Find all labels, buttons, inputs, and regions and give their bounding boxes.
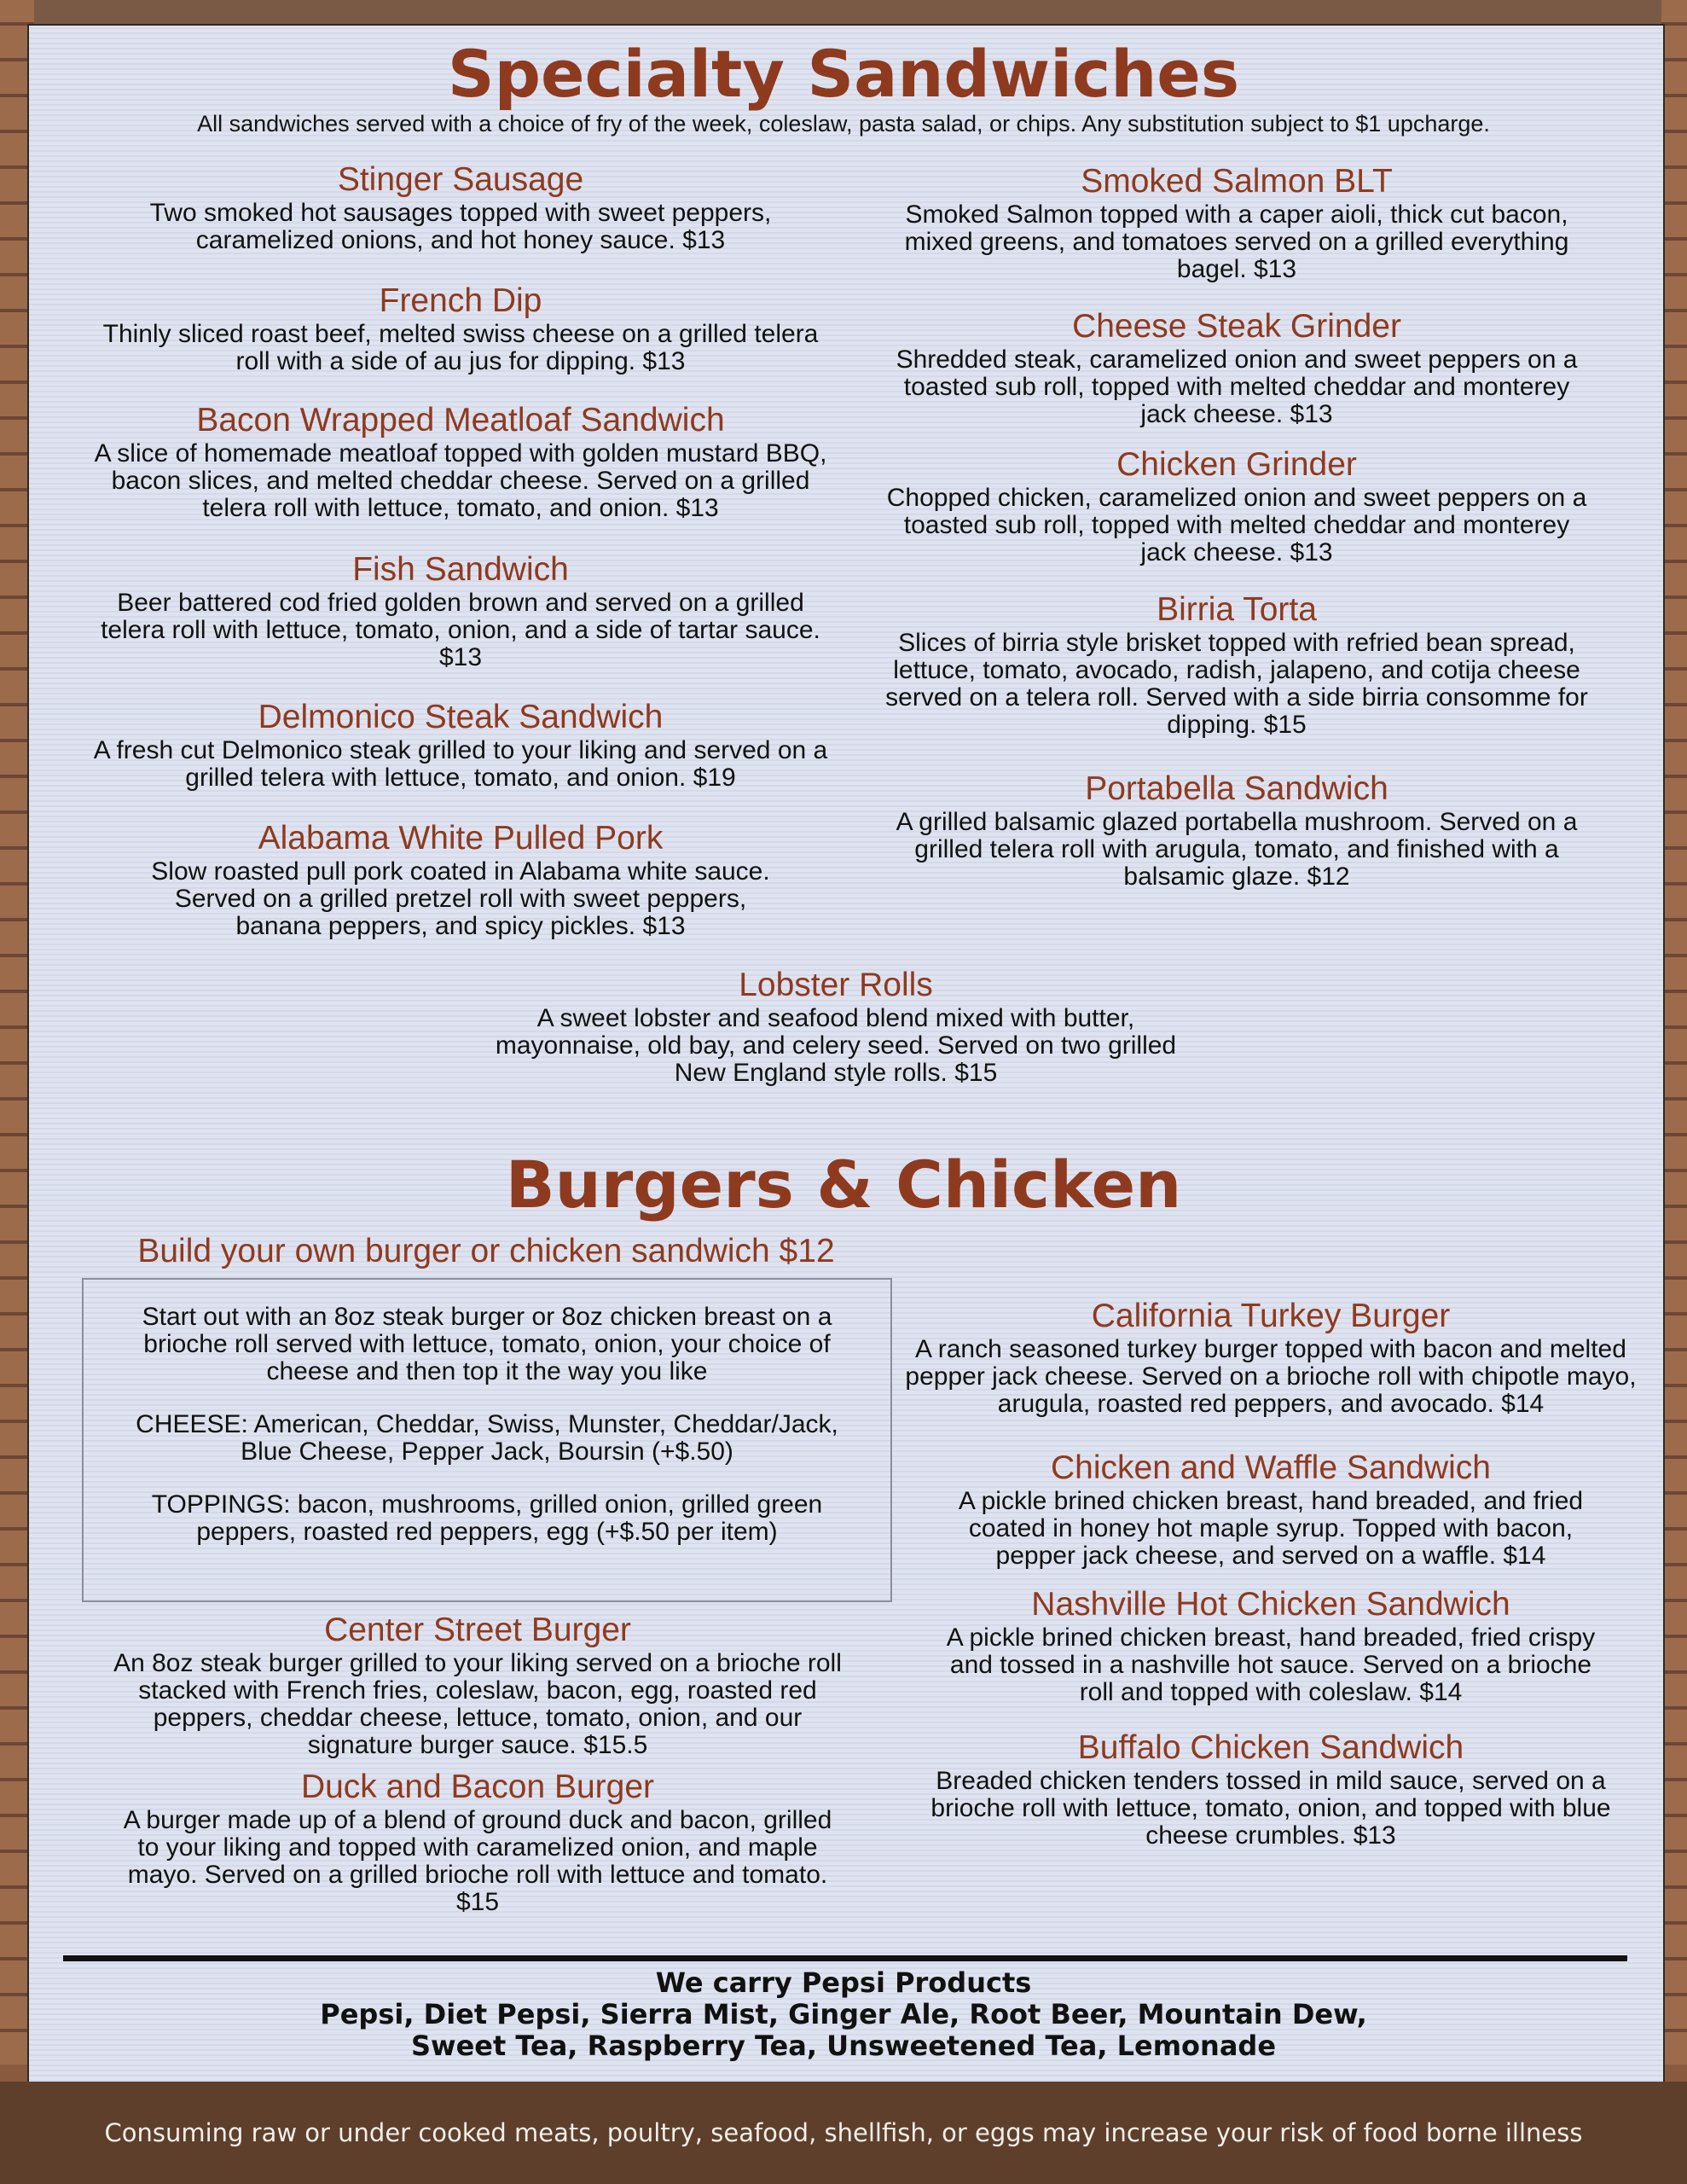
menu-item [887,1297,1655,1418]
item-name: Duck and Bacon Burger [300,1769,655,1805]
item-name: Delmonico Steak Sandwich [258,699,664,735]
item-name: French Dip [379,282,542,319]
menu-item [861,445,1612,566]
item-desc: A sweet lobster and seafood blend mixed with butter, mayonnaise, old bay, and celery seed. Served on two grilled New England style rolls. $15 [495,1004,1177,1087]
item-name: Nashville Hot Chicken Sandwich [1031,1586,1510,1623]
item-name: Chicken Grinder [1116,446,1357,483]
section-divider [63,1955,1627,1961]
item-desc: Thinly sliced roast beef, melted swiss cheese on a grilled telera roll with a side of au jus for dipping. $13 [102,320,819,375]
item-desc: A slice of homemade meatloaf topped with golden mustard BBQ, bacon slices, and melted cheddar cheese. Served on a grilled telera roll with lettuce, tomato, and onion. $13 [94,439,827,522]
item-desc: A burger made up of a blend of ground duck and bacon, grilled to your liking and topped with caramelized onion, and maple mayo. Served on a grilled brioche roll with lettuce and tomato. $15 [123,1806,832,1916]
item-name: Stinger Sausage [337,161,584,198]
menu-item [85,1768,870,1916]
burgers-title: Burgers & Chicken [505,1147,1182,1223]
specialty-note: All sandwiches served with a choice of fry of the week, coleslaw, pasta salad, or chips. Any substitution subject to $1 upcharge. [197,111,1490,136]
item-desc: A ranch seasoned turkey burger topped with bacon and melted pepper jack cheese. Served on a brioche roll with chipotle mayo, arugula, roasted red peppers, and avocado. $14 [905,1335,1637,1418]
item-desc: An 8oz steak burger grilled to your liking served on a brioche roll stacked with French fries, coleslaw, bacon, egg, roasted red peppers, cheddar cheese, lettuce, tomato, onion, and our signature burger sauce. $15.5 [113,1649,842,1759]
menu-item [861,307,1612,428]
menu-item [478,966,1194,1087]
menu-item [77,160,844,254]
menu-item [77,282,844,375]
specialty-title: Specialty Sandwiches [447,36,1240,112]
drinks-list-line1: Pepsi, Diet Pepsi, Sierra Mist, Ginger Ale, Root Beer, Mountain Dew, [320,1998,1367,2030]
item-desc: Shredded steak, caramelized onion and sweet peppers on a toasted sub roll, topped with melted cheddar and monterey jack cheese. $13 [896,346,1578,428]
item-name: Portabella Sandwich [1085,770,1388,807]
item-name: Chicken and Waffle Sandwich [1051,1449,1491,1486]
build-your-own-heading: Build your own burger or chicken sandwich $12 [137,1233,835,1269]
item-name: Center Street Burger [324,1612,631,1648]
item-name: Smoked Salmon BLT [1081,163,1393,200]
drinks-heading: We carry Pepsi Products [655,1966,1032,1999]
item-name: Buffalo Chicken Sandwich [1077,1729,1464,1766]
menu-item [77,698,844,792]
item-name: Alabama White Pulled Pork [258,820,664,857]
item-desc: A grilled balsamic glazed portabella mushroom. Served on a grilled telera roll with arugula, tomato, and finished with a balsamic glaze. $12 [896,808,1578,891]
item-desc: Two smoked hot sausages topped with sweet peppers, caramelized onions, and hot honey sauce. $13 [149,199,772,254]
cheese-options: CHEESE: American, Cheddar, Swiss, Munster, Cheddar/Jack, Blue Cheese, Pepper Jack, Boursin (+$.50) [136,1410,838,1466]
menu-item [85,1611,870,1759]
menu-item [887,1728,1655,1850]
menu-item [887,1449,1655,1570]
item-name: Fish Sandwich [352,551,569,588]
menu-item [861,162,1612,283]
drinks-list-line2: Sweet Tea, Raspberry Tea, Unsweetened Tea, Lemonade [410,2030,1277,2062]
item-desc: Slow roasted pull pork coated in Alabama white sauce. Served on a grilled pretzel roll with sweet peppers, banana peppers, and spicy pickles. $13 [151,857,770,940]
menu-item [77,819,844,940]
menu-item [77,401,844,522]
item-desc: Beer battered cod fried golden brown and served on a grilled telera roll with lettuce, tomato, onion, and a side of tartar sauce. $13 [101,589,820,671]
food-safety-footer: Consuming raw or under cooked meats, poultry, seafood, shellfish, or eggs may increase your risk of food borne illness [0,2082,1687,2184]
drinks-section [0,1967,1687,2062]
item-desc: Chopped chicken, caramelized onion and sweet peppers on a toasted sub roll, topped with melted cheddar and monterey jack cheese. $13 [886,484,1587,566]
menu-item [861,590,1612,739]
menu-item [887,1585,1655,1706]
brick-wall-right [1661,0,1687,2065]
item-desc: A fresh cut Delmonico steak grilled to your liking and served on a grilled telera with lettuce, tomato, and onion. $19 [93,736,828,792]
item-desc: Breaded chicken tenders tossed in mild sauce, served on a brioche roll with lettuce, tomato, onion, and topped with blue cheese crumbles. $13 [930,1767,1611,1850]
build-your-own-box [82,1278,892,1602]
menu-item [861,770,1612,891]
item-name: Lobster Rolls [739,967,933,1003]
item-desc: A pickle brined chicken breast, hand breaded, fried crispy and tossed in a nashville hot sauce. Served on a brioche roll and topped with coleslaw. $14 [946,1623,1596,1706]
menu-item [77,550,844,671]
topping-options: TOPPINGS: bacon, mushrooms, grilled onion, grilled green peppers, roasted red peppers, egg (+$.50 per item) [151,1490,823,1546]
item-desc: A pickle brined chicken breast, hand breaded, and fried coated in honey hot maple syrup. Topped with bacon, pepper jack cheese, and served on a waffle. $14 [958,1487,1584,1570]
item-name: California Turkey Burger [1091,1298,1451,1334]
item-desc: Slices of birria style brisket topped with refried bean spread, lettuce, tomato, avocado, radish, jalapeno, and cotija cheese served on a telera roll. Served with a side birria consomme for dipping. $15 [885,629,1588,739]
build-intro: Start out with an 8oz steak burger or 8oz chicken breast on a brioche roll served with lettuce, tomato, onion, your choice of cheese and then top it the way you like [142,1303,832,1385]
item-name: Cheese Steak Grinder [1072,308,1401,345]
item-name: Birria Torta [1157,591,1317,628]
item-desc: Smoked Salmon topped with a caper aioli, thick cut bacon, mixed greens, and tomatoes served on a grilled everything bagel. $13 [904,200,1569,283]
item-name: Bacon Wrapped Meatloaf Sandwich [196,402,725,439]
